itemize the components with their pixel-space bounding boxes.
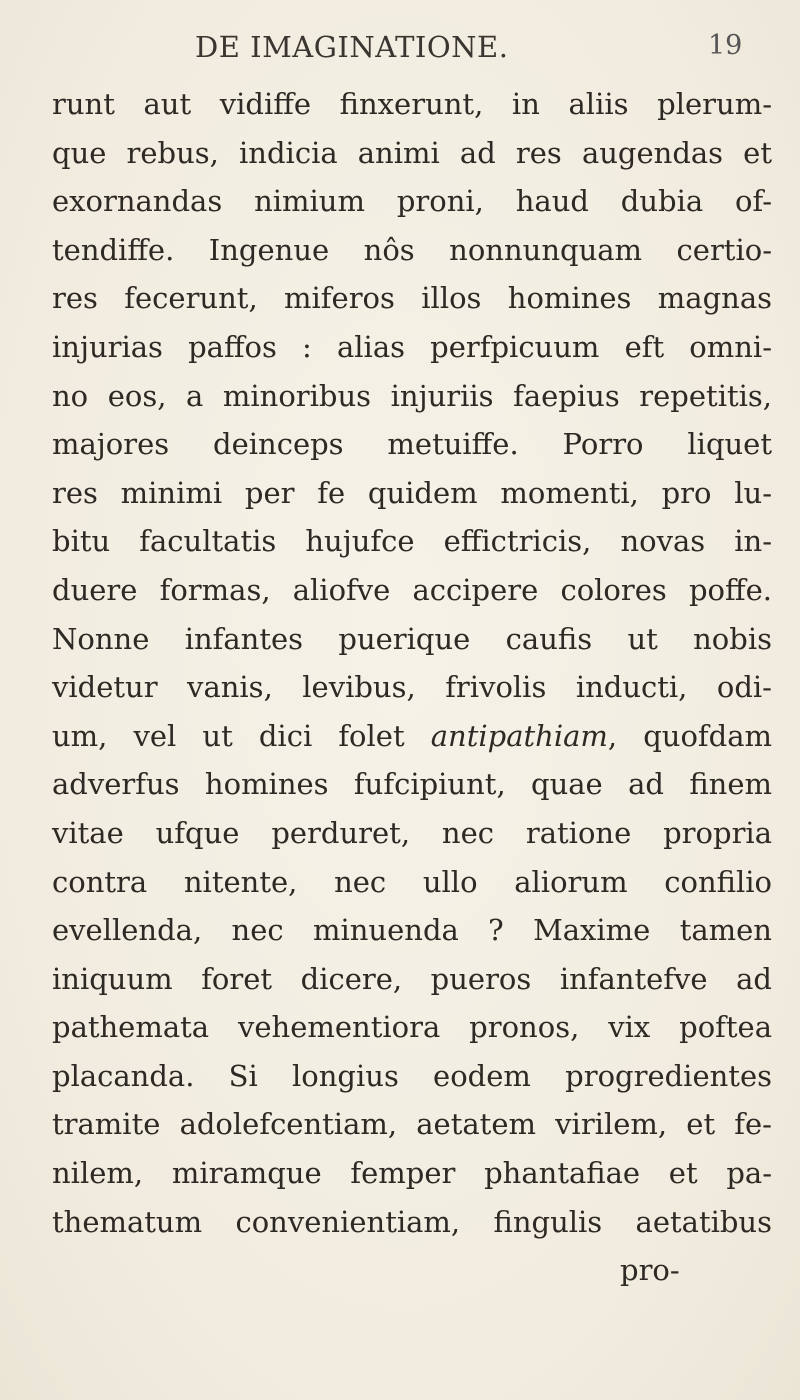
text-line: adverfus homines fufcipiunt, quae ad finem — [52, 767, 772, 802]
text-line: duere formas, aliofve accipere colores poffe. — [52, 572, 772, 607]
text-line-with-italic — [52, 712, 772, 761]
text-line: injurias paffos : alias perfpicuum eft omni- — [52, 329, 772, 364]
text-line: contra nitente, nec ullo aliorum confilio — [52, 864, 772, 899]
text-line: tendiffe. Ingenue nôs nonnunquam certio- — [52, 232, 772, 267]
text-line: placanda. Si longius eodem progredientes — [52, 1058, 772, 1093]
text-line: vitae ufque perduret, nec ratione propria — [52, 815, 772, 850]
text-segment: um, vel ut dici folet — [52, 718, 405, 753]
italic-term: antipathiam — [430, 718, 608, 753]
text-line: majores deinceps metuiffe. Porro liquet — [52, 427, 772, 462]
text-line: nilem, miramque femper phantafiae et pa- — [52, 1156, 772, 1191]
text-line: pathemata vehementiora pronos, vix poftea — [52, 1010, 772, 1045]
text-line: Nonne infantes puerique caufis ut nobis — [52, 621, 772, 656]
page-number: 19 — [708, 30, 743, 61]
text-line: exornandas nimium proni, haud dubia of- — [52, 184, 772, 219]
running-head: DE IMAGINATIONE. — [195, 30, 509, 64]
text-line: runt aut vidiffe finxerunt, in aliis plerum- — [52, 87, 772, 121]
text-line: que rebus, indicia animi ad res augendas et — [52, 135, 772, 170]
text-line: iniquum foret dicere, pueros infantefve ad — [52, 961, 772, 996]
text-line: evellenda, nec minuenda ? Maxime tamen — [52, 913, 772, 948]
page-header — [0, 22, 800, 72]
text-line: res minimi per fe quidem momenti, pro lu- — [52, 475, 772, 510]
text-line: res fecerunt, miferos illos homines magnas — [52, 281, 772, 316]
text-line: tramite adolefcentiam, aetatem virilem, et fe- — [52, 1107, 772, 1142]
text-line: bitu facultatis hujufce effictricis, novas in- — [52, 524, 772, 559]
text-line: no eos, a minoribus injuriis faepius repetitis, — [52, 378, 772, 413]
catchword: pro- — [620, 1253, 680, 1288]
text-segment: , quofdam — [607, 718, 773, 753]
text-line: thematum convenientiam, fingulis aetatibus — [52, 1204, 772, 1239]
body-text — [52, 80, 772, 1295]
text-line: videtur vanis, levibus, frivolis inducti, odi- — [52, 670, 772, 705]
